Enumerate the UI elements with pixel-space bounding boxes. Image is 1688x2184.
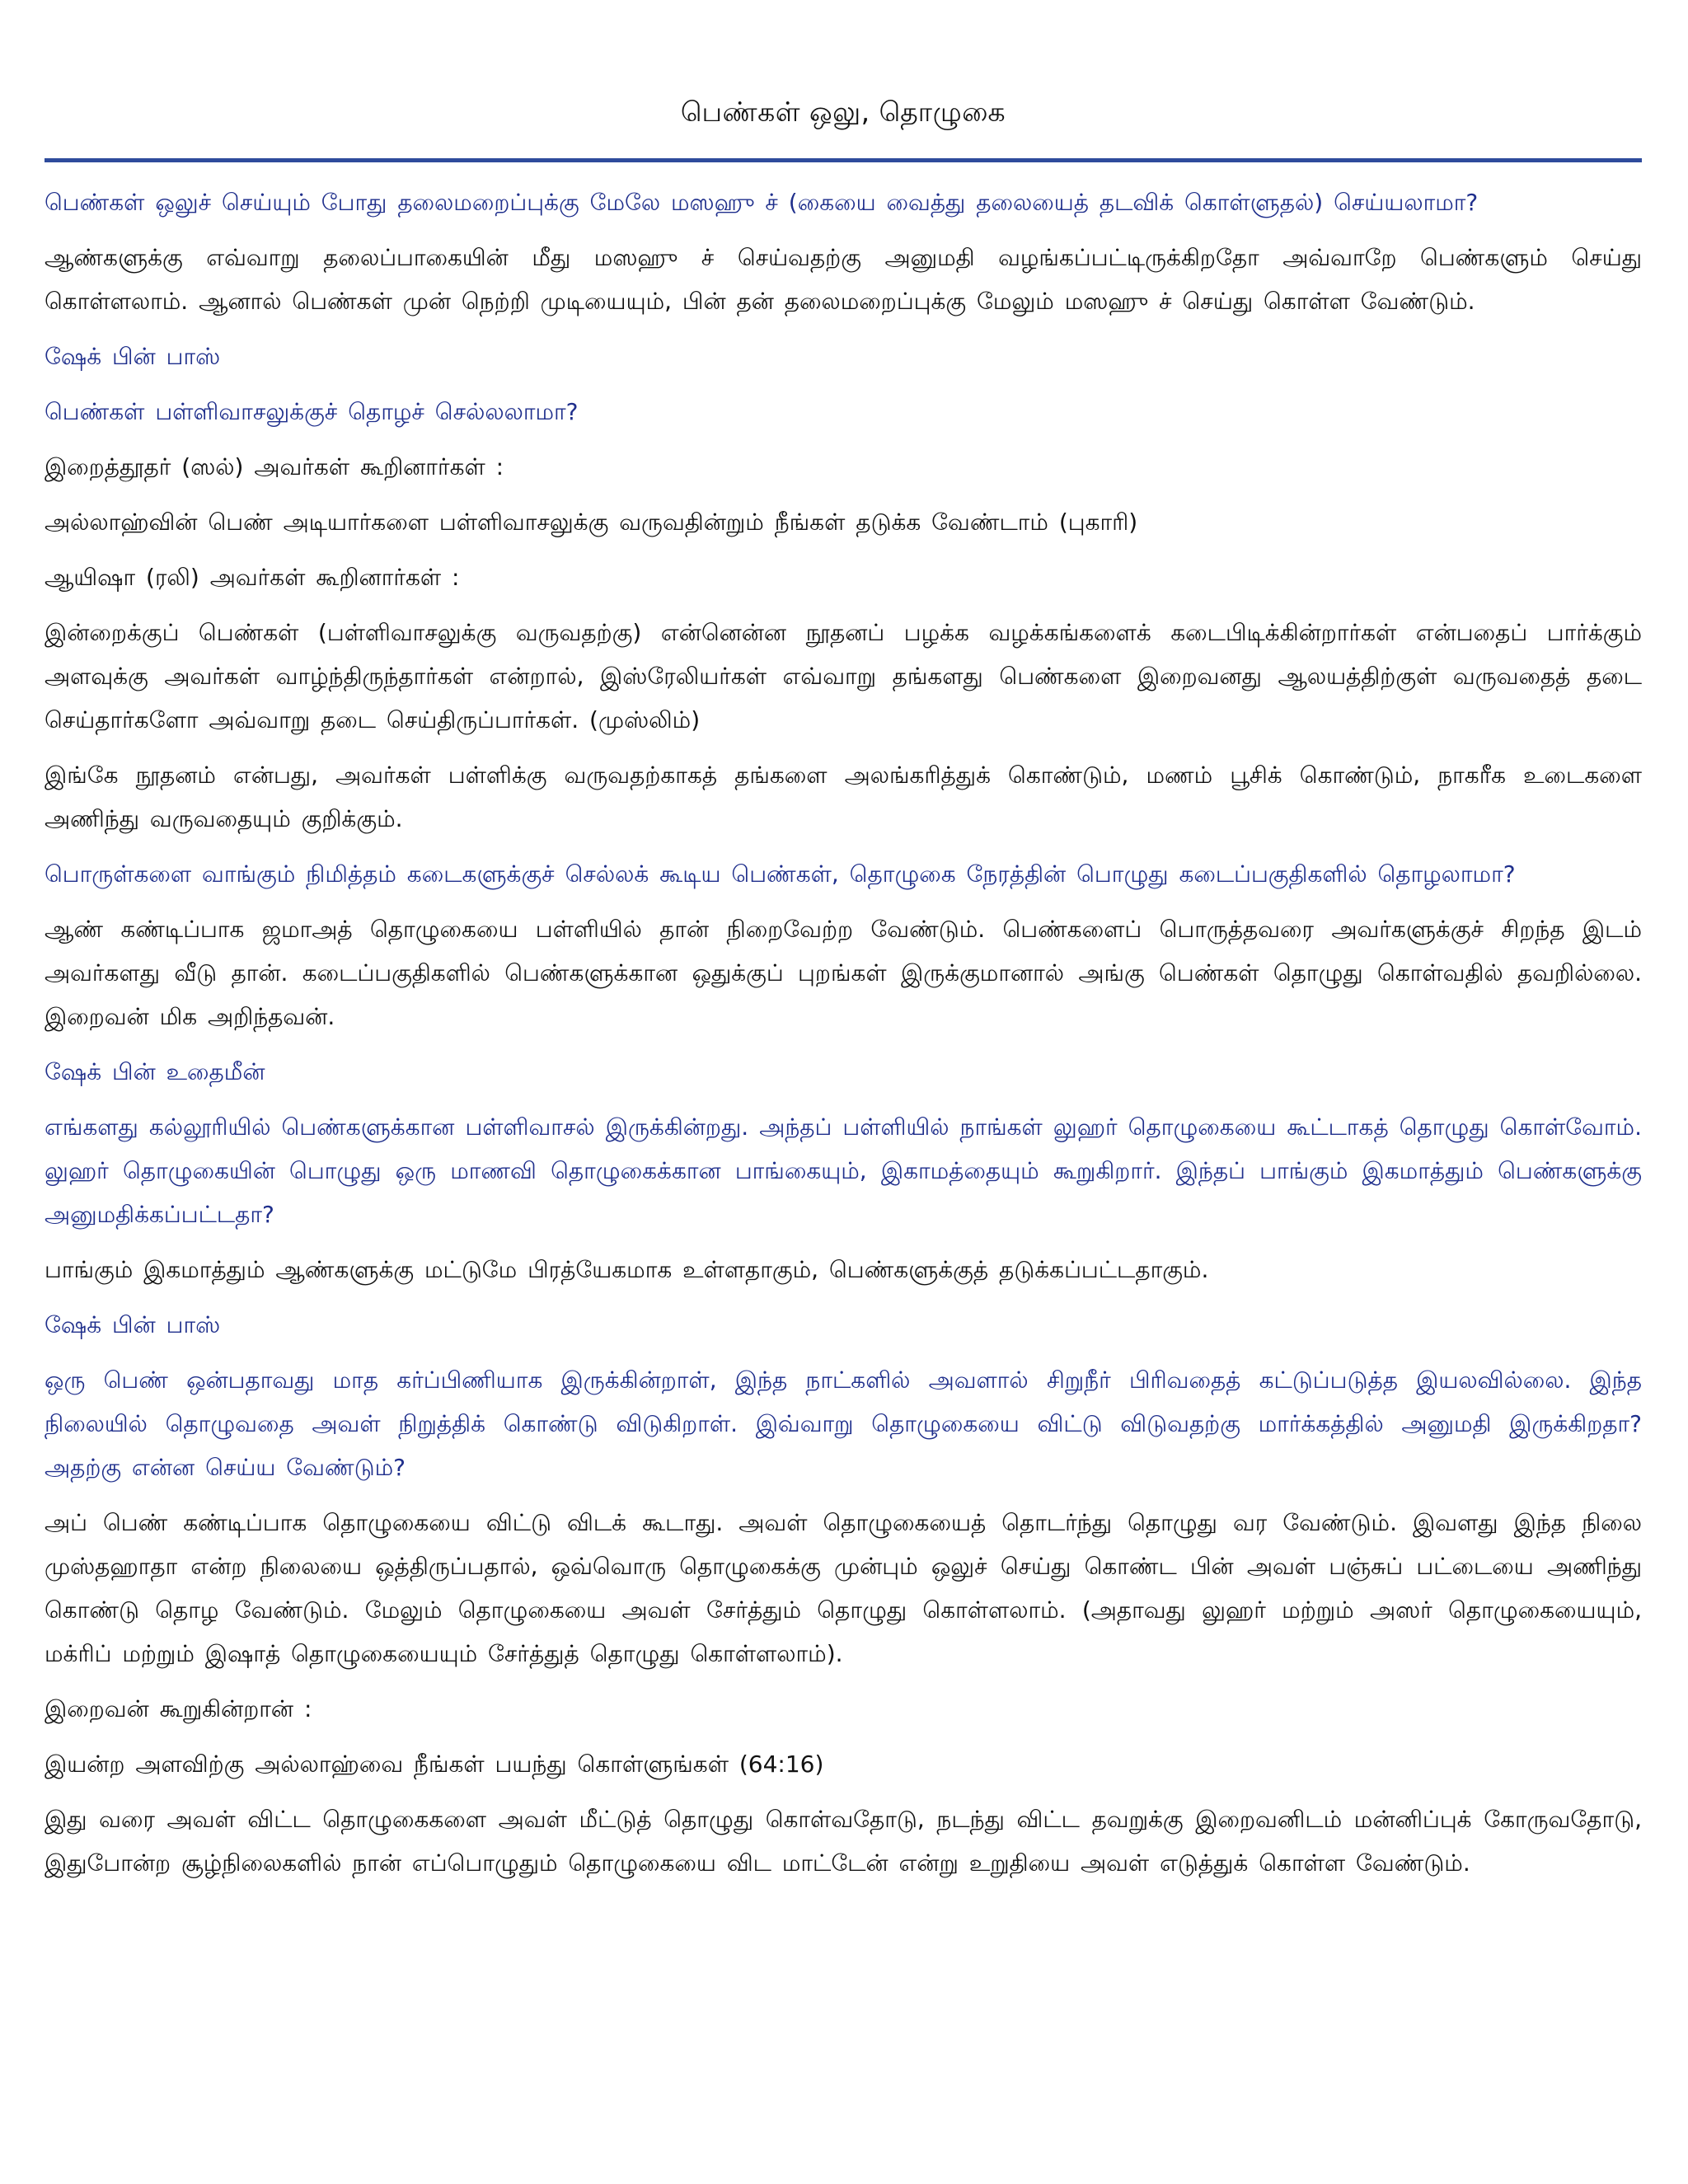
answer-paragraph: அப் பெண் கண்டிப்பாக தொழுகையை விட்டு விடக் கூடாது. அவள் தொழுகையைத் தொடர்ந்து தொழுது வர வேண்டும். இவளது இந்த நிலை முஸ்தஹாதா என்ற நிலையை ஒத்திருப்பதால், ஒவ்வொரு தொழுகைக்கு முன்பும் ஒலுச் செய்து கொண்ட பின் அவள் பஞ்சுப் பட்டையை அணிந்து கொண்டு தொழ வேண்டும். மேலும் தொழுகையை அவள் சேர்த்தும் தொழுது கொள்ளலாம். (அதாவது லுஹர் மற்றும் அஸர் தொழுகையையும், மக்ரிப் மற்றும் இஷாத் தொழுகையையும் சேர்த்துத் தொழுது கொள்ளலாம்). (45, 1509, 1642, 1667)
page-title: பெண்கள் ஒலு, தொழுகை (680, 96, 1006, 128)
answer-paragraph: ஆயிஷா (ரலி) அவர்கள் கூறினார்கள் : (45, 564, 460, 591)
scholar-attribution: ஷேக் பின் உதைமீன் (45, 1058, 265, 1085)
scholar-attribution: ஷேக் பின் பாஸ் (45, 343, 221, 370)
answer-paragraph: இது வரை அவள் விட்ட தொழுகைகளை அவள் மீட்டுத் தொழுது கொள்வதோடு, நடந்து விட்ட தவறுக்கு இறைவனிடம் மன்னிப்புக் கோருவதோடு, இதுபோன்ற சூழ்நிலைகளில் நான் எப்பொழுதும் தொழுகையை விட மாட்டேன் என்று உறுதியை அவள் எடுத்துக் கொள்ள வேண்டும். (45, 1806, 1642, 1877)
answer-paragraph: இயன்ற அளவிற்கு அல்லாஹ்வை நீங்கள் பயந்து கொள்ளுங்கள் (64:16) (45, 1750, 824, 1778)
answer-paragraph: இன்றைக்குப் பெண்கள் (பள்ளிவாசலுக்கு வருவதற்கு) என்னென்ன நூதனப் பழக்க வழக்கங்களைக் கடைபிடிக்கின்றார்கள் என்பதைப் பார்க்கும் அளவுக்கு அவர்கள் வாழ்ந்திருந்தார்கள் என்றால், இஸ்ரேலியர்கள் எவ்வாறு தங்களது பெண்களை இறைவனது ஆலயத்திற்குள் வருவதைத் தடை செய்தார்களோ அவ்வாறு தடை செய்திருப்பார்கள். (முஸ்லிம்) (45, 619, 1643, 733)
question-paragraph: பெண்கள் ஒலுச் செய்யும் போது தலைமறைப்புக்கு மேலே மஸஹு ச் (கையை வைத்து தலையைத் தடவிக் கொள்ளுதல்) செய்யலாமா? (45, 189, 1479, 216)
answer-paragraph: இங்கே நூதனம் என்பது, அவர்கள் பள்ளிக்கு வருவதற்காகத் தங்களை அலங்கரித்துக் கொண்டும், மணம் பூசிக் கொண்டும், நாகரீக உடைகளை அணிந்து வருவதையும் குறிக்கும். (45, 762, 1642, 832)
scholar-attribution: ஷேக் பின் பாஸ் (45, 1311, 221, 1338)
answer-paragraph: பாங்கும் இகமாத்தும் ஆண்களுக்கு மட்டுமே பிரத்யேகமாக உள்ளதாகும், பெண்களுக்குத் தடுக்கப்பட்டதாகும். (45, 1256, 1209, 1283)
answer-paragraph: இறைவன் கூறுகின்றான் : (45, 1695, 312, 1722)
answer-paragraph: ஆண் கண்டிப்பாக ஜமாஅத் தொழுகையை பள்ளியில் தான் நிறைவேற்ற வேண்டும். பெண்களைப் பொருத்தவரை அவர்களுக்குச் சிறந்த இடம் அவர்களது வீடு தான். கடைப்பகுதிகளில் பெண்களுக்கான ஒதுக்குப் புறங்கள் இருக்குமானால் அங்கு பெண்கள் தொழுது கொள்வதில் தவறில்லை. இறைவன் மிக அறிந்தவன். (45, 916, 1642, 1030)
answer-paragraph: அல்லாஹ்வின் பெண் அடியார்களை பள்ளிவாசலுக்கு வருவதின்றும் நீங்கள் தடுக்க வேண்டாம் (புகாரி) (45, 509, 1138, 536)
title-divider (45, 158, 1642, 162)
question-paragraph: பொருள்களை வாங்கும் நிமித்தம் கடைகளுக்குச் செல்லக் கூடிய பெண்கள், தொழுகை நேரத்தின் பொழுது கடைப்பகுதிகளில் தொழலாமா? (45, 860, 1516, 888)
question-paragraph: பெண்கள் பள்ளிவாசலுக்குச் தொழச் செல்லலாமா? (45, 398, 579, 425)
document-page (45, 0, 1642, 1896)
article-body (45, 180, 1642, 1885)
question-paragraph: எங்களது கல்லூரியில் பெண்களுக்கான பள்ளிவாசல் இருக்கின்றது. அந்தப் பள்ளியில் நாங்கள் லுஹர் தொழுகையை கூட்டாகத் தொழுது கொள்வோம். லுஹர் தொழுகையின் பொழுது ஒரு மாணவி தொழுகைக்கான பாங்கையும், இகாமத்தையும் கூறுகிறார். இந்தப் பாங்கும் இகமாத்தும் பெண்களுக்கு அனுமதிக்கப்பட்டதா? (45, 1113, 1642, 1228)
answer-paragraph: இறைத்தூதர் (ஸல்) அவர்கள் கூறினார்கள் : (45, 453, 504, 480)
question-paragraph: ஒரு பெண் ஒன்பதாவது மாத கர்ப்பிணியாக இருக்கின்றாள், இந்த நாட்களில் அவளால் சிறுநீர் பிரிவதைத் கட்டுப்படுத்த இயலவில்லை. இந்த நிலையில் தொழுவதை அவள் நிறுத்திக் கொண்டு விடுகிறாள். இவ்வாறு தொழுகையை விட்டு விடுவதற்கு மார்க்கத்தில் அனுமதி இருக்கிறதா? அதற்கு என்ன செய்ய வேண்டும்? (45, 1366, 1642, 1481)
answer-paragraph: ஆண்களுக்கு எவ்வாறு தலைப்பாகையின் மீது மஸஹு ச் செய்வதற்கு அனுமதி வழங்கப்பட்டிருக்கிறதோ அவ்வாறே பெண்களும் செய்து கொள்ளலாம். ஆனால் பெண்கள் முன் நெற்றி முடியையும், பின் தன் தலைமறைப்புக்கு மேலும் மஸஹு ச் செய்து கொள்ள வேண்டும். (45, 244, 1642, 315)
